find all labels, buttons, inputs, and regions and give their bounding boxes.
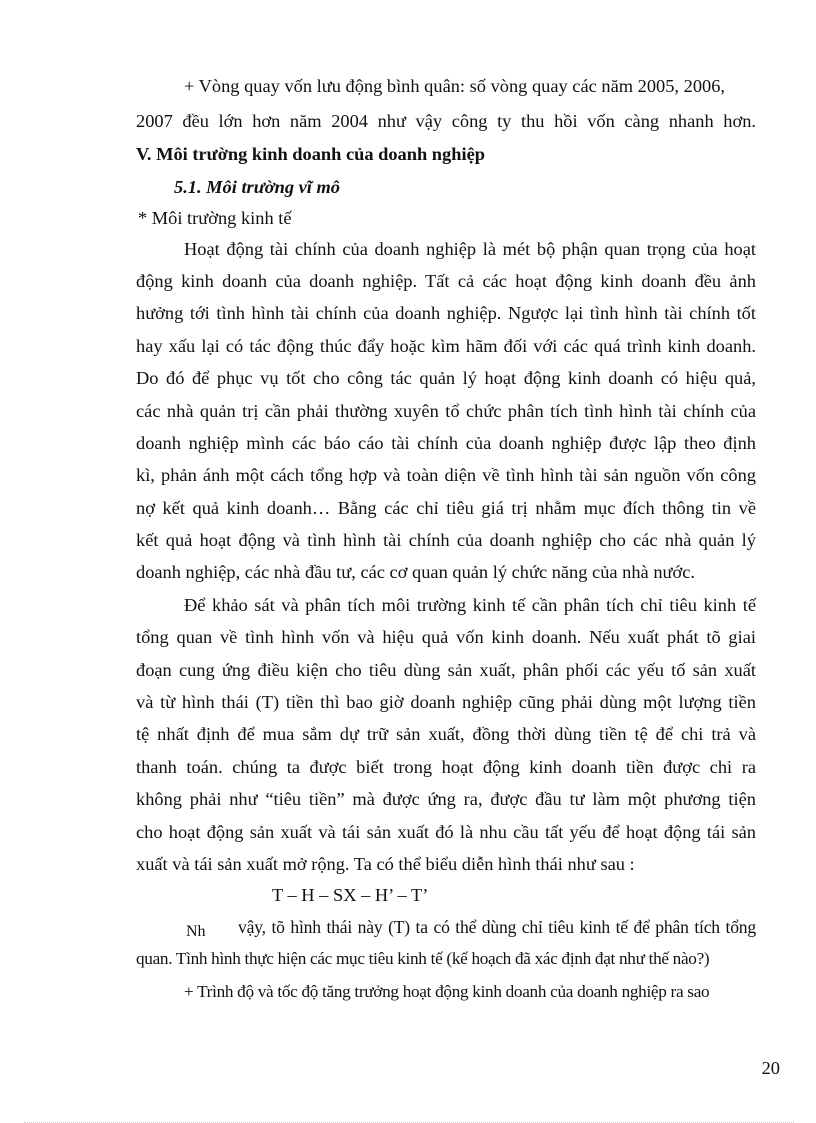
- paragraph-line: doanh nghiệp mình các báo cáo tài chính của doanh nghiệp được lập theo định: [136, 433, 756, 453]
- paragraph-line: + Vòng quay vốn lưu động bình quân: số vòng quay các năm 2005, 2006,: [184, 76, 726, 96]
- paragraph-line: nợ kết quả kinh doanh… Bằng các chỉ tiêu giá trị nhằm mục đích thông tin về: [136, 498, 756, 518]
- paragraph-line: không phải như “tiêu tiền” mà được ứng ra, được đầu tư làm một phương tiện: [136, 789, 756, 809]
- page-number: 20: [761, 1058, 780, 1078]
- paragraph-line: hưởng tới tình hình tài chính của doanh nghiệp. Ngược lại tình hình tài chính tốt: [136, 303, 756, 323]
- paragraph-line: quan. Tình hình thực hiện các mục tiêu kinh tế (kế hoạch đã xác định đạt như thế nào?): [136, 949, 710, 968]
- paragraph-line: đoạn cung ứng điều kiện cho tiêu dùng sản xuất, phân phối các yếu tố sản xuất: [136, 660, 756, 680]
- paragraph-line: kết quả hoạt động và tình hình tài chính của doanh nghiệp cho các nhà quản lý: [136, 530, 756, 550]
- paragraph-line: tổng quan về tình hình vốn và hiệu quả vốn kinh doanh. Nếu xuất phát tõ giai: [136, 627, 756, 647]
- paragraph-line: thanh toán. chúng ta được biết trong hoạt động kinh doanh tiền được chi ra: [136, 757, 756, 777]
- paragraph-line: 2007 đều lớn hơn năm 2004 như vậy công ty thu hồi vốn càng nhanh hơn.: [136, 111, 756, 131]
- subsection-heading: 5.1. Môi trường vĩ mô: [174, 177, 340, 197]
- paragraph-line: + Trình độ và tốc độ tăng trưởng hoạt động kinh doanh của doanh nghiệp ra sao: [184, 982, 710, 1001]
- paragraph-line: và từ hình thái (T) tiền thì bao giờ doanh nghiệp cũng phải dùng một lượng tiền: [136, 692, 756, 712]
- paragraph-line: Do đó để phục vụ tốt cho công tác quản lý hoạt động kinh doanh có hiệu quả,: [136, 368, 756, 388]
- paragraph-line: các nhà quản trị cần phải thường xuyên tổ chức phân tích tình hình tài chính của: [136, 401, 756, 421]
- paragraph-line: Nh: [186, 923, 206, 940]
- section-heading: V. Môi trường kinh doanh của doanh nghiệp: [136, 144, 485, 164]
- paragraph-line: Hoạt động tài chính của doanh nghiệp là mét bộ phận quan trọng của hoạt: [184, 239, 756, 259]
- paragraph-line: kì, phản ánh một cách tổng hợp và toàn diện về tình hình tài sản nguồn vốn công: [136, 465, 756, 485]
- paragraph-line: Để khảo sát và phân tích môi trường kinh tế cần phân tích chỉ tiêu kinh tế: [184, 595, 756, 615]
- topic-label: * Môi trường kinh tế: [138, 208, 292, 228]
- paragraph-line: cho hoạt động sản xuất và tái sản xuất đó là nhu cầu tất yếu để hoạt động tái sản: [136, 822, 756, 842]
- formula: T – H – SX – H’ – T’: [272, 885, 429, 905]
- paragraph-line: vậy, tõ hình thái này (T) ta có thể dùng chỉ tiêu kinh tế để phân tích tổng: [238, 917, 756, 937]
- paragraph-line: động kinh doanh của doanh nghiệp. Tất cả các hoạt động kinh doanh đều ảnh: [136, 271, 756, 291]
- paragraph-line: hay xấu lại có tác động thúc đẩy hoặc kìm hãm đối với các quá trình kinh doanh.: [136, 336, 756, 356]
- paragraph-line: xuất và tái sản xuất mở rộng. Ta có thể biểu diễn hình thái như sau :: [136, 854, 635, 874]
- paragraph-line: doanh nghiệp, các nhà đầu tư, các cơ quan quản lý chức năng của nhà nước.: [136, 562, 695, 582]
- paragraph-line: tệ nhất định để mua sắm dự trữ sản xuất, đồng thời dùng tiền tệ để chi trả và: [136, 724, 756, 744]
